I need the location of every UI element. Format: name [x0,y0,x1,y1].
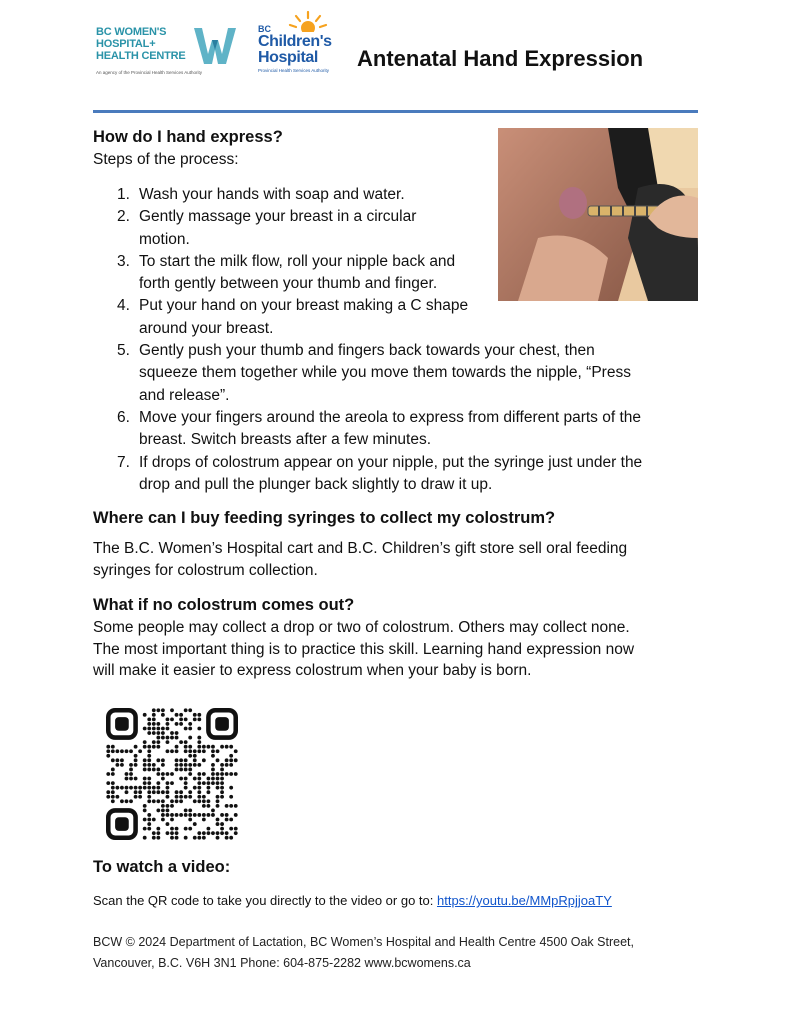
step-text-line: squeeze them together while you move them towards the nipple, “Press [139,364,631,382]
step-item [93,184,693,206]
step-item [93,340,693,407]
paragraph-line: The most important thing is to practice this skill. Learning hand expression now [93,640,635,658]
step-number: 1. [117,186,130,203]
footer-line: BCW © 2024 Department of Lactation, BC Women’s Hospital and Health Centre 4500 Oak Street, [93,935,634,949]
step-item [93,452,693,497]
step-number: 2. [117,208,130,226]
bcw-w-mark-icon [194,26,236,64]
paragraph-line: The B.C. Women’s Hospital cart and B.C. Children’s gift store sell oral feeding [93,540,628,557]
syringes-paragraph [93,538,627,581]
step-item [93,407,693,452]
step-item [93,295,693,340]
step-text-line: around your breast. [139,319,274,337]
steps-list [93,184,693,496]
step-text-line: drop and pull the plunger back slightly to draw it up. [139,475,493,493]
footer-line: Vancouver, B.C. V6H 3N1 Phone: 604-875-2282 www.bcwomens.ca [93,956,471,970]
step-text-line: If drops of colostrum appear on your nipple, put the syringe just under the [139,453,643,471]
bcw-logo-line3: HEALTH CENTRE [96,50,186,62]
header-divider [93,110,698,113]
paragraph-line: Some people may collect a drop or two of colostrum. Others may collect none. [93,619,630,636]
step-text-line: and release”. [139,386,230,404]
step-number: 3. [117,252,130,270]
bcch-logo [258,10,358,80]
step-item [93,206,693,251]
section-heading-how-to: How do I hand express? [93,128,283,146]
step-text-line: motion. [139,230,190,248]
step-text-line: Gently push your thumb and fingers back towards your chest, then [139,342,595,360]
video-instructions [93,893,612,908]
paragraph-line: syringes for colostrum collection. [93,561,318,579]
step-number: 7. [117,453,130,471]
bcw-logo-line2: HOSPITAL+ [96,38,156,50]
steps-intro: Steps of the process: [93,151,239,168]
step-text-line: Put your hand on your breast making a C shape [139,297,469,315]
section-heading-syringes: Where can I buy feeding syringes to collect my colostrum? [93,509,556,527]
section-heading-no-colostrum: What if no colostrum comes out? [93,596,355,614]
video-instructions-text: Scan the QR code to take you directly to the video or go to: [93,893,434,908]
bcch-logo-tagline: Provincial Health Services Authority [258,68,330,73]
step-text-line: forth gently between your thumb and finger. [139,275,438,293]
paragraph-line: will make it easier to express colostrum when your baby is born. [93,662,532,679]
step-item [93,251,693,296]
step-text-line: Gently massage your breast in a circular [139,208,417,226]
bcch-logo-line1: BC [258,24,271,34]
document-title: Antenatal Hand Expression [357,46,644,71]
step-text-line: Move your fingers around the areola to express from different parts of the [139,408,642,426]
step-number: 5. [117,342,130,360]
qr-code[interactable] [106,708,238,840]
bcw-logo-tagline: An agency of the Provincial Health Services Authority [96,70,203,75]
step-text-line: Wash your hands with soap and water. [139,186,405,203]
video-link[interactable]: https://youtu.be/MMpRpjjoaTY [437,893,612,908]
bcw-logo-line1: BC WOMEN'S [96,26,167,38]
section-heading-video: To watch a video: [93,858,231,876]
copyright-footer [93,932,693,974]
step-text-line: breast. Switch breasts after a few minutes. [139,431,432,449]
step-text-line: To start the milk flow, roll your nipple back and [139,252,456,270]
bcch-logo-line3: Hospital [258,49,318,66]
bcch-logo-line2: Children's [258,33,332,50]
step-number: 6. [117,408,130,426]
no-colostrum-paragraph [93,617,634,682]
bcw-logo [96,26,236,78]
step-number: 4. [117,297,130,315]
